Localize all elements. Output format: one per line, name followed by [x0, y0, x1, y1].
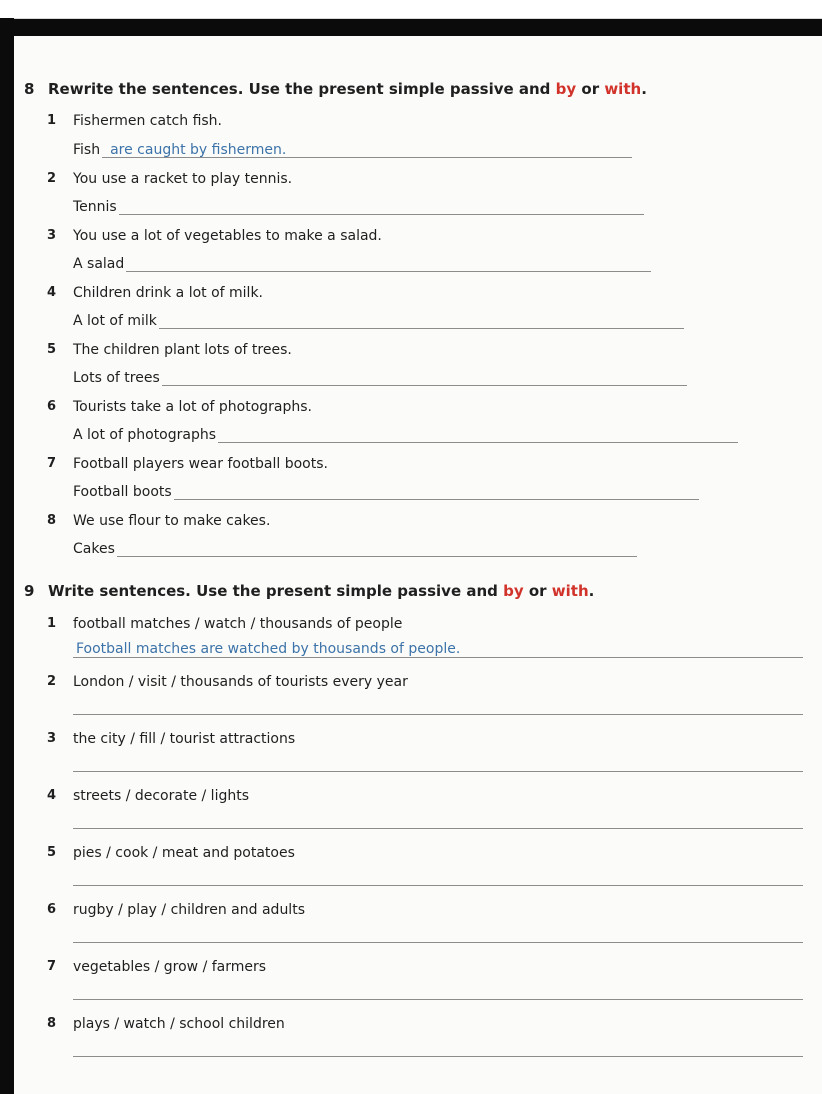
- ex8-item-3-answer: A salad: [73, 256, 651, 272]
- answer-field[interactable]: [218, 428, 738, 443]
- answer-field[interactable]: [159, 314, 684, 329]
- ex8-item-7-answer: Football boots: [73, 484, 699, 500]
- answer-field[interactable]: [119, 200, 644, 215]
- ex9-item-7-prompt: 7 vegetables / grow / farmers: [47, 959, 267, 975]
- answer-field[interactable]: [162, 371, 687, 386]
- ex8-item-3-sentence: 3 You use a lot of vegetables to make a salad.: [47, 228, 382, 244]
- ex8-item-5-sentence: 5 The children plant lots of trees.: [47, 342, 292, 358]
- ex8-item-7-sentence: 7 Football players wear football boots.: [47, 456, 328, 472]
- black-frame-left: [0, 18, 14, 1094]
- instruction-period: .: [641, 80, 647, 98]
- ex9-item-2-answer-line[interactable]: [73, 714, 803, 715]
- ex9-item-6-answer-line[interactable]: [73, 942, 803, 943]
- answer-field[interactable]: [117, 542, 637, 557]
- answer-field[interactable]: are caught by fishermen.: [102, 143, 632, 158]
- ex9-item-3-answer-line[interactable]: [73, 771, 803, 772]
- ex8-item-1-sentence: 1 Fishermen catch fish.: [47, 113, 223, 129]
- ex8-item-6-sentence: 6 Tourists take a lot of photographs.: [47, 399, 312, 415]
- ex9-item-7-answer-line[interactable]: [73, 999, 803, 1000]
- ex9-item-1-answer-line[interactable]: [73, 657, 803, 658]
- keyword-by: by: [503, 582, 524, 600]
- ex9-item-8-prompt: 8 plays / watch / school children: [47, 1016, 285, 1032]
- ex8-item-2-sentence: 2 You use a racket to play tennis.: [47, 171, 293, 187]
- ex8-item-8-answer: Cakes: [73, 541, 637, 557]
- ex9-item-6-prompt: 6 rugby / play / children and adults: [47, 902, 305, 918]
- ex8-item-1-answer: Fish are caught by fishermen.: [73, 142, 632, 158]
- ex9-item-1-prompt: 1 football matches / watch / thousands of people: [47, 616, 403, 632]
- instruction-text: Write sentences. Use the present simple passive and: [48, 582, 504, 600]
- answer-field[interactable]: [126, 257, 651, 272]
- exercise-number: 9: [24, 582, 35, 600]
- instruction-or: or: [576, 80, 605, 98]
- exercise-number: 8: [24, 80, 35, 98]
- ex9-item-5-prompt: 5 pies / cook / meat and potatoes: [47, 845, 295, 861]
- ex8-item-8-sentence: 8 We use flour to make cakes.: [47, 513, 271, 529]
- ex9-item-4-answer-line[interactable]: [73, 828, 803, 829]
- ex9-item-4-prompt: 4 streets / decorate / lights: [47, 788, 249, 804]
- exercise-9-heading: [24, 582, 594, 600]
- instruction-period: .: [588, 582, 595, 600]
- ex8-item-5-answer: Lots of trees: [73, 370, 687, 386]
- ex9-item-2-prompt: 2 London / visit / thousands of tourists every year: [47, 674, 408, 690]
- ex8-item-4-sentence: 4 Children drink a lot of milk.: [47, 285, 264, 301]
- ex9-item-8-answer-line[interactable]: [73, 1056, 803, 1057]
- top-white-strip: [0, 0, 822, 19]
- ex8-item-2-answer: Tennis: [73, 199, 644, 215]
- instruction-text: Rewrite the sentences. Use the present simple passive and: [48, 80, 556, 98]
- ex8-item-6-answer: A lot of photographs: [73, 427, 738, 443]
- keyword-with: with: [551, 582, 589, 600]
- answer-field[interactable]: [174, 485, 699, 500]
- keyword-by: by: [555, 80, 577, 98]
- exercise-8-heading: [24, 80, 647, 98]
- keyword-with: with: [604, 80, 642, 98]
- worksheet-page: [14, 36, 822, 1094]
- ex9-item-1-answer-text: Football matches are watched by thousands of people.: [76, 641, 461, 657]
- ex9-item-3-prompt: 3 the city / fill / tourist attractions: [47, 731, 296, 747]
- ex9-item-5-answer-line[interactable]: [73, 885, 803, 886]
- instruction-or: or: [523, 582, 552, 600]
- ex8-item-4-answer: A lot of milk: [73, 313, 684, 329]
